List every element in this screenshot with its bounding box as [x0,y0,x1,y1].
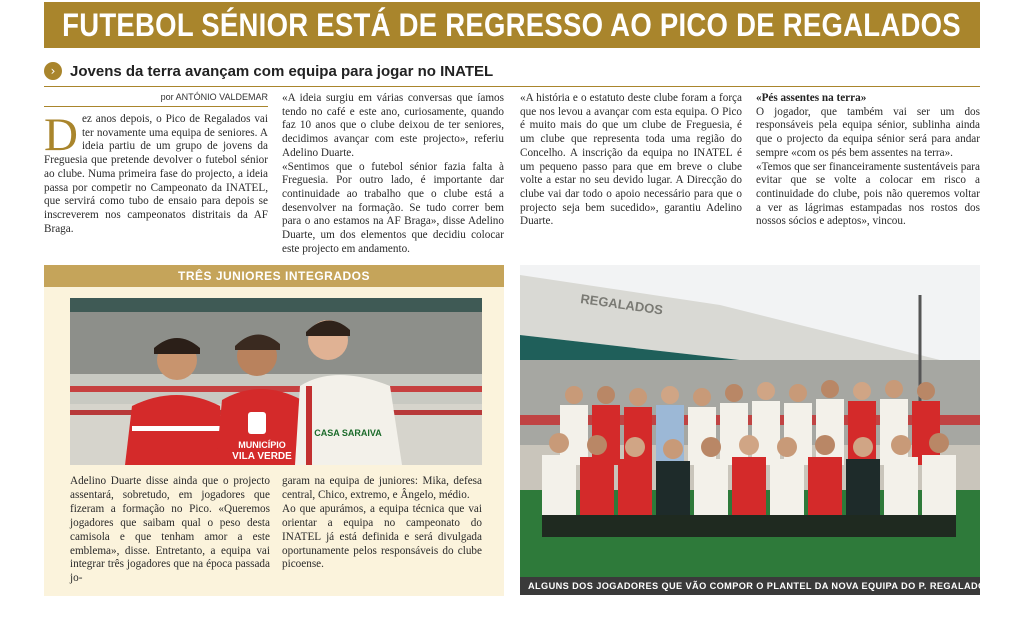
shirt-text-casa-saraiva: CASA SARAIVA [314,428,382,438]
juniors-photo-illustration [70,298,482,465]
column-4-heading: «Pés assentes na terra» [756,92,867,104]
team-photo-caption-bar [520,577,993,595]
column-2-paragraph-2: «Sentimos que o futebol sénior fazia falta à Freguesia. Por outro lado, é importante dar continuidade ao trabalho que o clube está a desenvolver na formação. Se tudo correr bem para o ano estamos na AF Braga», disse Adelino Duarte, um dos elementos que decidiu colocar este projecto em andamento. [282,160,504,255]
juniors-text-b2: Ao que apurámos, a equipa técnica que vai orientar a equipa no campeonato do INATEL já está definida e será divulgada oportunamente pelos responsáveis do clube picoense. [282,502,482,571]
headline: FUTEBOL SÉNIOR ESTÁ DE REGRESSO AO PICO DE REGALADOS [62,6,962,43]
article-column-4 [756,92,980,229]
article-column-1 [44,109,268,236]
juniors-photo [70,298,482,465]
dropcap: D [44,109,78,161]
column-2-paragraph-1: «A ideia surgiu em várias conversas que íamos tendo no café e este ano, curiosamente, quando faz 10 anos que o clube deixou de ter seniores, decidimos avançar com este projecto», referiu Adelino Duarte. [282,92,504,159]
chevron-right-icon: › [44,62,62,80]
article-column-2 [282,92,504,256]
shirt-text-vila-verde: VILA VERDE [232,451,292,462]
byline-divider [44,106,268,107]
headline-banner [44,2,980,48]
subheadline: Jovens da terra avançam com equipa para jogar no INATEL [70,62,494,80]
stadium-sign: REGALADOS [579,291,664,318]
divider [44,86,980,87]
juniors-text-b1: garam na equipa de juniores: Mika, defesa central, Chico, extremo, e Ângelo, médio. [282,475,482,501]
column-4-paragraph-2: «Temos que ser financeiramente sustentáveis para evitar que se volte a colocar em risco a continuidade do clube, pois não queremos voltar a ver as lágrimas estampadas nos rostos dos nossos sócios e adeptos», vincou. [756,160,980,228]
juniors-column-b [282,475,482,572]
byline: por ANTÓNIO VALDEMAR [160,92,268,102]
column-1-text: ez anos depois, o Pico de Regalados vai ter novamente uma equipa de seniores. A ideia partiu de um grupo de jovens da Freguesia que pretende devolver o futebol sénior ao clube. Numa primeira fase do projecto, a ideia passa por competir no Campeonato da INATEL, que servirá como tubo de ensaio para depois se inscreverem nos campeonatos distritais da AF Braga. [44,113,268,235]
team-photo-caption: ALGUNS DOS JOGADORES QUE VÃO COMPOR O PLANTEL DA NOVA EQUIPA DO P. REGALADOS [528,581,993,591]
column-3-paragraph-1: «A história e o estatuto deste clube foram a força que nos levou a avançar com esta equipa. O Pico é muito mais do que um clube de Freguesia, é um clube que representa toda uma região do Concelho. A inscrição da equipa no INATEL é um pequeno passo para que em breve o clube volte a estar no seu devido lugar. A Direcção do clube vai dar todo o apoio necessário para que o projecto seja bem sucedido», garantiu Adelino Duarte. [520,92,742,228]
column-4-paragraph-1: O jogador, que também vai ser um dos responsáveis pela equipa sénior, sublinha ainda que o projecto da equipa sénior será para andar sempre «com os pés bem assentes na terra». [756,105,980,159]
juniors-text-a: Adelino Duarte disse ainda que o projecto assentará, sobretudo, em jogadores que fizeram a formação no Pico. «Queremos jogadores que saibam qual o peso desta camisola e que tenham amor a este emblema», disse. Entretanto, a equipa vai integrar três jogadores que na época passada jo- [70,475,270,585]
shirt-text-municipio: MUNICÍPIO [238,440,286,450]
subheadline-row [44,58,493,84]
team-photo [520,265,980,577]
juniors-section-bar [44,265,504,287]
front-row-players [542,433,956,537]
juniors-column-a [70,475,270,586]
juniors-title: TRÊS JUNIORES INTEGRADOS [177,269,371,283]
article-column-3 [520,92,742,229]
team-photo-illustration [520,265,980,577]
